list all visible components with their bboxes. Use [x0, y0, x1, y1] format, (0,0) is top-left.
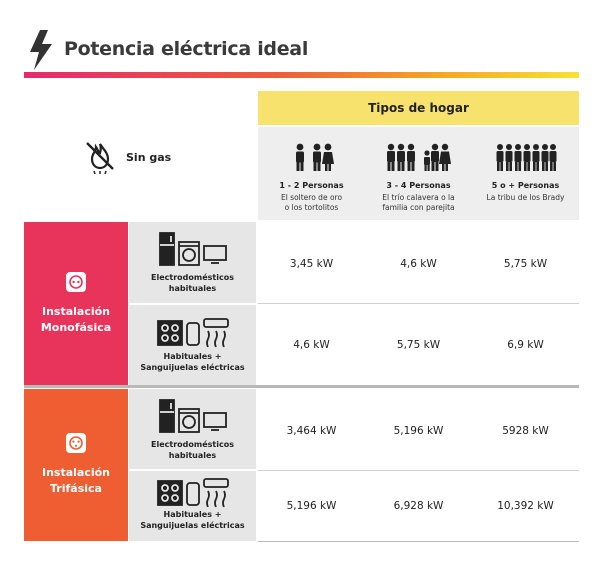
- value-cell: 5928 kW: [502, 425, 549, 437]
- row-divider: [258, 470, 579, 471]
- table-bottom-line: [258, 541, 579, 542]
- plug-socket-icon: [66, 433, 86, 453]
- col-label: 5 o + Personas: [491, 181, 560, 190]
- household-col-1: [258, 127, 365, 220]
- section-label: Instalación Trifásica: [41, 466, 111, 495]
- appliance-desc: Electrodomésticos habituales: [151, 273, 234, 293]
- appliance-desc: Habituales + Sanguijuelas eléctricas: [140, 352, 245, 372]
- extra-appliances-icons: [129, 475, 256, 507]
- extra-appliances-icons: [129, 315, 256, 347]
- household-col-3: [472, 127, 579, 220]
- monofasica-block: [24, 222, 128, 385]
- value-cell: 10,392 kW: [497, 500, 554, 512]
- col-label: 3 - 4 Personas: [386, 181, 451, 190]
- large-family-icon: [472, 143, 579, 171]
- value-cell: 5,75 kW: [503, 258, 548, 270]
- appliances-extra: [129, 305, 256, 385]
- value-cell: 3,464 kW: [286, 425, 337, 437]
- household-types-header: [258, 127, 579, 220]
- tipos-de-hogar-header: [258, 91, 579, 125]
- appliances-icons: [129, 399, 256, 433]
- col-label: 1 - 2 Personas: [279, 181, 344, 190]
- section-divider: [24, 385, 579, 388]
- plug-socket-icon: [66, 272, 86, 292]
- sin-gas-label: Sin gas: [126, 151, 172, 164]
- appliances-extra: [129, 471, 256, 541]
- section-label: Instalación Monofásica: [40, 304, 112, 334]
- appliances-basic: [129, 389, 256, 469]
- value-cell: 4,6 kW: [400, 258, 437, 270]
- no-gas-flame-icon: [84, 140, 116, 174]
- appliances-icons: [129, 232, 256, 266]
- lightning-bolt-icon: [26, 30, 54, 70]
- trifasica-block: [24, 389, 128, 541]
- value-cell: 5,196 kW: [393, 425, 444, 437]
- gradient-bar: [24, 72, 579, 78]
- row-divider: [258, 303, 579, 304]
- col-desc: La tribu de los Brady: [486, 193, 565, 202]
- col-desc: El trío calavera o la familia con parejita: [382, 193, 455, 212]
- col-desc: El soltero de oro o los tortolitos: [280, 193, 343, 212]
- couple-icon: [258, 143, 365, 171]
- page-title: Potencia eléctrica ideal: [64, 38, 309, 60]
- value-cell: 5,75 kW: [396, 339, 441, 351]
- family-icon: [365, 143, 472, 171]
- value-cell: 6,9 kW: [507, 339, 544, 351]
- appliance-desc: Electrodomésticos habituales: [151, 440, 234, 460]
- appliance-desc: Habituales + Sanguijuelas eléctricas: [140, 510, 245, 530]
- appliances-basic: [129, 222, 256, 303]
- value-cell: 6,928 kW: [393, 500, 444, 512]
- household-col-2: [365, 127, 472, 220]
- value-cell: 5,196 kW: [286, 500, 337, 512]
- value-cell: 4,6 kW: [293, 339, 330, 351]
- value-cell: 3,45 kW: [289, 258, 334, 270]
- tipos-label: Tipos de hogar: [368, 101, 469, 115]
